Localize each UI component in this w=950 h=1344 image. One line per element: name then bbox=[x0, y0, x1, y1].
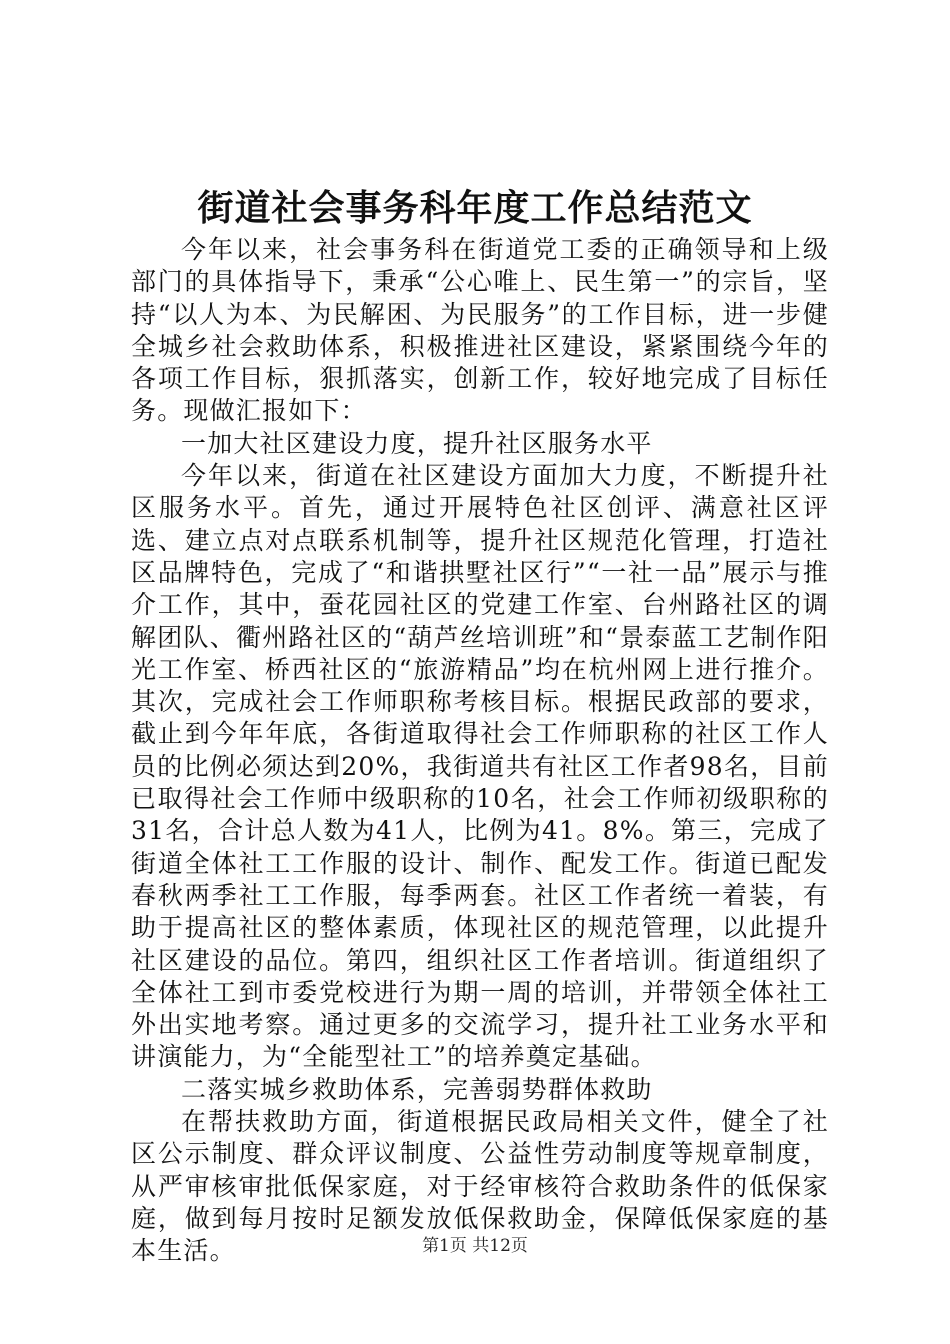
section-heading-1: 一加大社区建设力度，提升社区服务水平 bbox=[181, 428, 653, 458]
paragraph-section-1: 今年以来，街道在社区建设方面加大力度，不断提升社区服务水平。首先，通过开展特色社区创评、满意社区评选、建立点对点联系机制等，提升社区规范化管理，打造社区品牌特色，完成了“和谐拱墅社区行”“一社一品”展示与推介工作，其中，蚕花园社区的党建工作室、台州路社区的调解团队、衢州路社区的“葫芦丝培训班”和“景泰蓝工艺制作阳光工作室、桥西社区的“旅游精品”均在杭州网上进行推介。其次，完成社会工作师职称考核目标。根据民政部的要求，截止到今年年底，各街道取得社会工作师职称的社区工作人员的比例必须达到20%，我街道共有社区工作者98名，目前已取得社会工作师中级职称的10名，社会工作师初级职称的31名，合计总人数为41人，比例为41。8%。第三，完成了街道全体社工工作服的设计、制作、配发工作。街道已配发春秋两季社工工作服，每季两套。社区工作者统一着装，有助于提高社区的整体素质，体现社区的规范管理，以此提升社区建设的品位。第四，组织社区工作者培训。街道组织了全体社工到市委党校进行为期一周的培训，并带领全体社工外出实地考察。通过更多的交流学习，提升社工业务水平和讲演能力，为“全能型社工”的培养奠定基础。 bbox=[131, 461, 829, 1072]
page-number-footer: 第1页 共12页 bbox=[422, 1236, 528, 1256]
document-body bbox=[131, 234, 829, 1268]
section-heading-2: 二落实城乡救助体系，完善弱势群体救助 bbox=[181, 1074, 653, 1104]
paragraph-section-2: 在帮扶救助方面，街道根据民政局相关文件，健全了社区公示制度、群众评议制度、公益性劳动制度等规章制度，从严审核审批低保家庭，对于经审核符合救助条件的低保家庭，做到每月按时足额发放低保救助金，保障低保家庭的基本生活。 bbox=[131, 1107, 829, 1266]
paragraph-intro: 今年以来，社会事务科在街道党工委的正确领导和上级部门的具体指导下，秉承“公心唯上、民生第一”的宗旨，坚持“以人为本、为民解困、为民服务”的工作目标，进一步健全城乡社会救助体系，积极推进社区建设，紧紧围绕今年的各项工作目标，狠抓落实，创新工作，较好地完成了目标任务。现做汇报如下： bbox=[131, 235, 829, 426]
document-title: 街道社会事务科年度工作总结范文 bbox=[197, 187, 753, 229]
